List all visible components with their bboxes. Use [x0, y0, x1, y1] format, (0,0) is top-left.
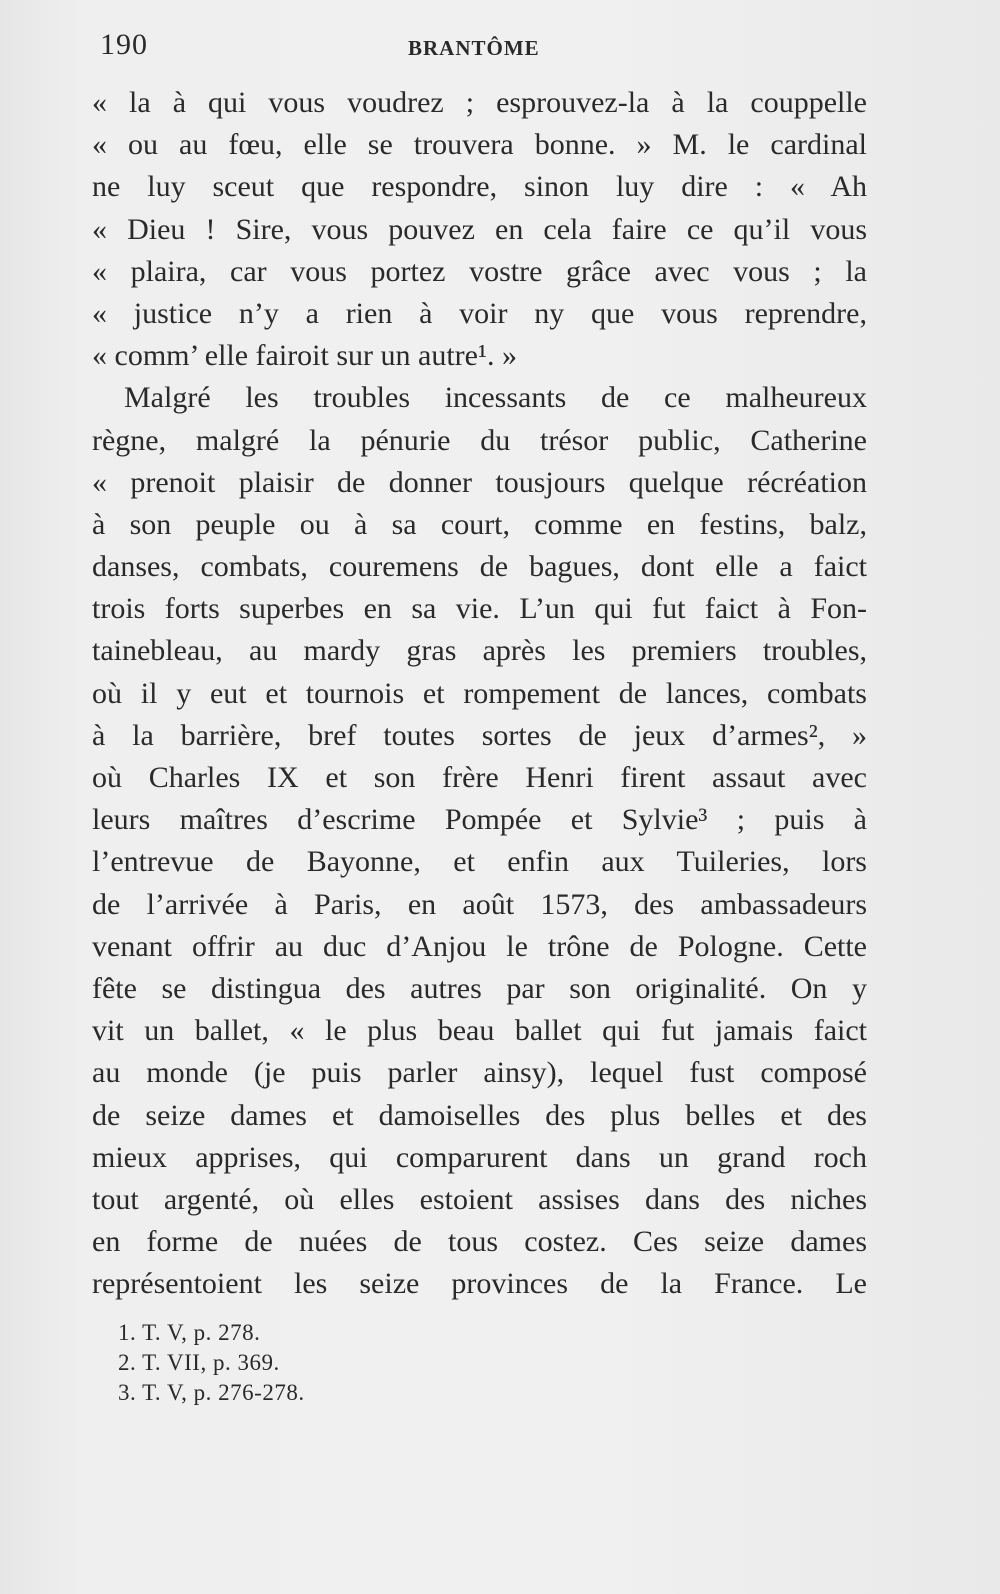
text-line: à la barrière, bref toutes sortes de jeux d’armes², » — [92, 718, 867, 752]
footnote: 2. T. VII, p. 369. — [118, 1350, 280, 1375]
text-line: « justice n’y a rien à voir ny que vous reprendre, — [92, 296, 867, 330]
text-line: de seize dames et damoiselles des plus belles et des — [92, 1098, 867, 1132]
text-line: trois forts superbes en sa vie. L’un qui fut faict à Fon- — [92, 592, 867, 626]
text-line: ne luy sceut que respondre, sinon luy dire : « Ah — [92, 170, 867, 204]
text-line: tout argenté, où elles estoient assises dans des niches — [92, 1182, 867, 1216]
text-line: au monde (je puis parler ainsy), lequel fust composé — [92, 1056, 867, 1090]
text-line: « plaira, car vous portez vostre grâce avec vous ; la — [92, 254, 867, 288]
text-line: tainebleau, au mardy gras après les premiers troubles, — [92, 634, 867, 668]
text-line: de l’arrivée à Paris, en août 1573, des ambassadeurs — [92, 887, 867, 921]
text-line: l’entrevue de Bayonne, et enfin aux Tuileries, lors — [92, 845, 867, 879]
footnotes — [118, 1318, 618, 1408]
text-line: vit un ballet, « le plus beau ballet qui fut jamais faict — [92, 1014, 867, 1048]
text-line: représentoient les seize provinces de la France. Le — [92, 1267, 867, 1301]
text-line: où Charles IX et son frère Henri firent assaut avec — [92, 761, 867, 794]
text-line: venant offrir au duc d’Anjou le trône de Pologne. Cette — [92, 929, 867, 963]
text-line: à son peuple ou à sa court, comme en festins, balz, — [92, 507, 867, 541]
text-line: « ou au fœu, elle se trouvera bonne. » M. le cardinal — [92, 128, 867, 162]
text-line: « prenoit plaisir de donner tousjours quelque récréation — [92, 465, 867, 499]
body-text — [92, 82, 867, 1305]
text-line: « comm’ elle fairoit sur un autre¹. » — [92, 339, 517, 373]
text-line: leurs maîtres d’escrime Pompée et Sylvie³ ; puis à — [92, 803, 867, 837]
page-header — [100, 28, 870, 72]
text-line: danses, combats, couremens de bagues, dont elle a faict — [92, 550, 867, 584]
text-line: où il y eut et tournois et rompement de lances, combats — [92, 676, 867, 710]
footnote: 1. T. V, p. 278. — [118, 1320, 261, 1345]
text-line: règne, malgré la pénurie du trésor public, Catherine — [92, 423, 867, 457]
text-line: en forme de nuées de tous costez. Ces seize dames — [92, 1225, 867, 1259]
text-line: fête se distingua des autres par son originalité. On y — [92, 971, 867, 1005]
text-line: « la à qui vous voudrez ; esprouvez-la à la couppelle — [92, 86, 867, 119]
running-head: BRANTÔME — [408, 36, 540, 60]
text-line: « Dieu ! Sire, vous pouvez en cela faire ce qu’il vous — [92, 212, 867, 246]
text-line: mieux apprises, qui comparurent dans un grand roch — [92, 1140, 867, 1174]
footnote: 3. T. V, p. 276-278. — [118, 1380, 305, 1405]
text-line: Malgré les troubles incessants de ce malheureux — [124, 381, 867, 415]
page-number: 190 — [100, 28, 148, 61]
